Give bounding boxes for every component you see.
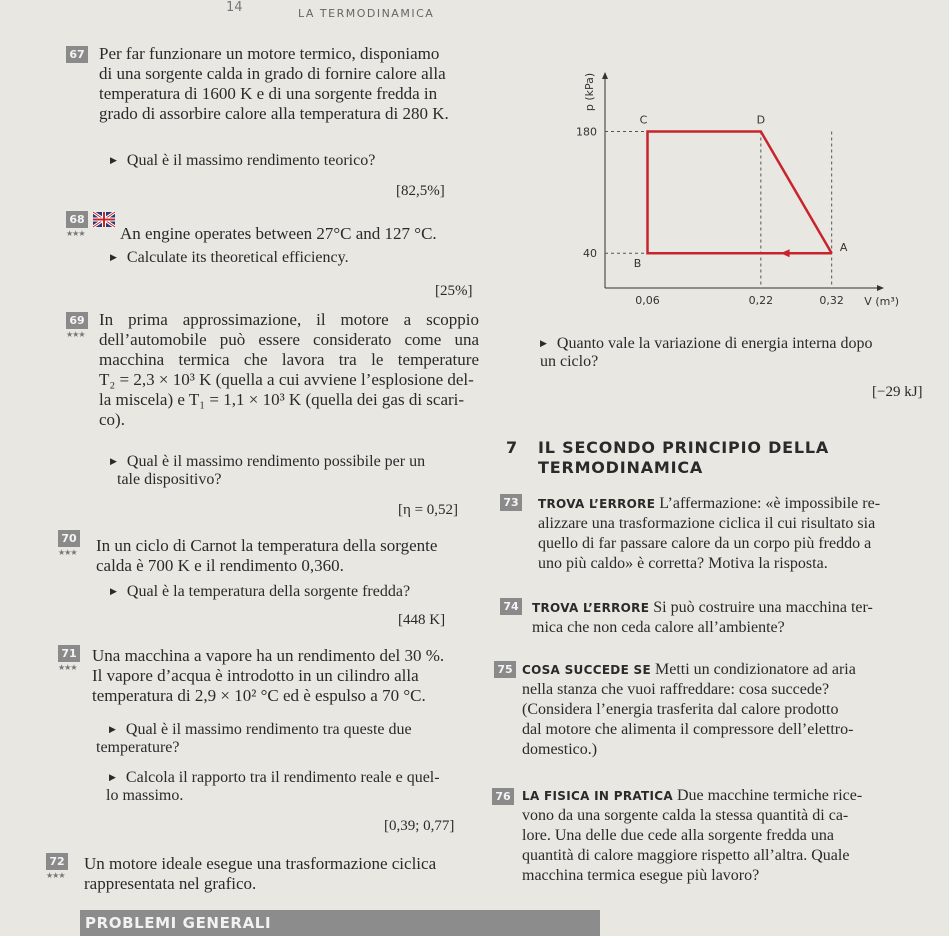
problem-69-question: ▶ Qual è il massimo rendimento possibile per un bbox=[110, 452, 425, 473]
problem-72-question-cont: un ciclo? bbox=[540, 353, 599, 370]
problem-number-67: 67 bbox=[66, 46, 88, 63]
problem-number-76: 76 bbox=[492, 788, 514, 805]
running-title: LA TERMODINAMICA bbox=[298, 7, 435, 20]
point-label-a: A bbox=[839, 241, 848, 255]
problem-number-71: 71 bbox=[58, 645, 80, 662]
problem-67-question: ▶ Qual è il massimo rendimento teorico? bbox=[110, 151, 375, 172]
y-tick-label: 40 bbox=[583, 247, 597, 261]
y-axis-label: p (kPa) bbox=[583, 72, 596, 112]
problem-number-68: 68 bbox=[66, 211, 88, 228]
cycle-path bbox=[648, 131, 832, 253]
problem-number-69: 69 bbox=[66, 312, 88, 329]
problem-71-question-2: ▶ Calcola il rapporto tra il rendimento reale e quel- bbox=[109, 768, 440, 789]
problem-73-text: TROVA L’ERRORE L’affermazione: «è impossibile re- alizzare una trasformazione ciclica il cui risultato sia quello di far passare calore da un corpo più freddo a uno più caldo» è corretta? Motiva la risposta. bbox=[538, 495, 881, 572]
problem-68-answer: [25%] bbox=[435, 283, 473, 299]
problem-number-72: 72 bbox=[46, 853, 68, 870]
cycle-arrow bbox=[781, 249, 790, 257]
problem-72-text: Un motore ideale esegue una trasformazione ciclica rappresentata nel grafico. bbox=[84, 854, 437, 893]
x-tick-label: 0,32 bbox=[819, 294, 844, 307]
point-label-c: C bbox=[639, 113, 648, 127]
uk-flag-icon bbox=[93, 212, 115, 227]
problem-number-70: 70 bbox=[58, 530, 80, 547]
x-tick-label: 0,22 bbox=[748, 294, 774, 307]
problem-71-answer: [0,39; 0,77] bbox=[384, 818, 455, 834]
problem-75-keyword: COSA SUCCEDE SE bbox=[522, 663, 651, 677]
problem-71-question-2-cont: lo massimo. bbox=[106, 787, 184, 804]
point-label-b: B bbox=[633, 257, 642, 271]
problem-75-text: COSA SUCCEDE SE Metti un condizionatore ad aria nella stanza che vuoi raffreddare: cosa succede? (Considera l’energia trasferita dal calore prodotto dal motore che alimenta il compressore dell’elettro- domestico.) bbox=[522, 661, 856, 758]
pv-diagram bbox=[576, 70, 900, 315]
problem-number-74: 74 bbox=[500, 598, 522, 615]
x-axis-label: V (m³) bbox=[864, 295, 900, 308]
chart-axes bbox=[602, 72, 884, 291]
problem-68-question: ▶ Calculate its theoretical efficiency. bbox=[110, 248, 349, 269]
section-title: IL SECONDO PRINCIPIO DELLA TERMODINAMICA bbox=[538, 438, 830, 477]
problem-76-keyword: LA FISICA IN PRATICA bbox=[522, 789, 673, 803]
problem-69-text: In prima approssimazione, il motore a scoppio dell’automobile può essere considerato come una macchina termica che lavora tra le temperature T₂ = 2,3 × 10³ K (quella a cui avviene l’esplosione del- la miscela) e T₁ = 1,1 × 10³ K (quella dei gas di scari- co). bbox=[99, 310, 479, 429]
problem-72-question: ▶ Quanto vale la variazione di energia interna dopo bbox=[540, 334, 873, 355]
problem-71-question-cont: temperature? bbox=[96, 739, 180, 756]
y-tick-label: 180 bbox=[576, 125, 597, 139]
problem-74-text: TROVA L’ERRORE Si può costruire una macchina ter- mica che non ceda calore all’ambiente? bbox=[532, 599, 873, 636]
problem-69-question-cont: tale dispositivo? bbox=[117, 471, 222, 488]
problem-number-73: 73 bbox=[500, 494, 522, 511]
problem-67-text: Per far funzionare un motore termico, disponiamo di una sorgente calda in grado di fornire calore alla temperatura di 1600 K e di una sorgente fredda in grado di assorbire calore alla temperatura di 280 K. bbox=[99, 44, 449, 123]
chart-cycle bbox=[648, 131, 832, 257]
problem-70-question: ▶ Qual è la temperatura della sorgente fredda? bbox=[110, 582, 410, 603]
section-band bbox=[80, 910, 600, 936]
problem-69-answer: [η = 0,52] bbox=[398, 502, 459, 518]
page-number: 14 bbox=[226, 0, 243, 15]
problem-74-keyword: TROVA L’ERRORE bbox=[532, 601, 650, 615]
difficulty-stars: ★★★ bbox=[58, 548, 77, 557]
difficulty-stars: ★★★ bbox=[58, 663, 77, 672]
y-axis-arrow bbox=[602, 72, 608, 79]
difficulty-stars: ★★★ bbox=[46, 871, 65, 880]
x-axis-arrow bbox=[877, 285, 884, 291]
difficulty-stars: ★★★ bbox=[66, 229, 85, 238]
problem-70-text: In un ciclo di Carnot la temperatura della sorgente calda è 700 K e il rendimento 0,360. bbox=[96, 536, 438, 575]
problem-70-answer: [448 K] bbox=[398, 612, 446, 628]
chart-labels bbox=[576, 73, 899, 308]
problem-71-question: ▶ Qual è il massimo rendimento tra queste due bbox=[109, 720, 412, 741]
difficulty-stars: ★★★ bbox=[66, 330, 85, 339]
problem-68-text: An engine operates between 27°C and 127 °C. bbox=[120, 224, 437, 243]
problem-67-answer: [82,5%] bbox=[396, 183, 445, 199]
problem-73-keyword: TROVA L’ERRORE bbox=[538, 497, 656, 511]
problem-76-text: LA FISICA IN PRATICA Due macchine termiche rice- vono da una sorgente calda la stessa quantità di ca- lore. Una delle due cede alla sorgente fredda una quantità di calore maggiore rispetto all’altra. Quale macchina termica esegue più lavoro? bbox=[522, 787, 863, 884]
section-band-title: PROBLEMI GENERALI bbox=[85, 914, 272, 932]
problem-71-text: Una macchina a vapore ha un rendimento del 30 %. Il vapore d’acqua è introdotto in un cilindro alla temperatura di 2,9 × 10² °C ed è espulso a 70 °C. bbox=[92, 646, 445, 705]
problem-number-75: 75 bbox=[494, 661, 516, 678]
x-tick-label: 0,06 bbox=[635, 294, 660, 307]
point-label-d: D bbox=[756, 113, 766, 127]
section-number: 7 bbox=[506, 438, 518, 457]
problem-72-answer: [−29 kJ] bbox=[872, 384, 923, 400]
